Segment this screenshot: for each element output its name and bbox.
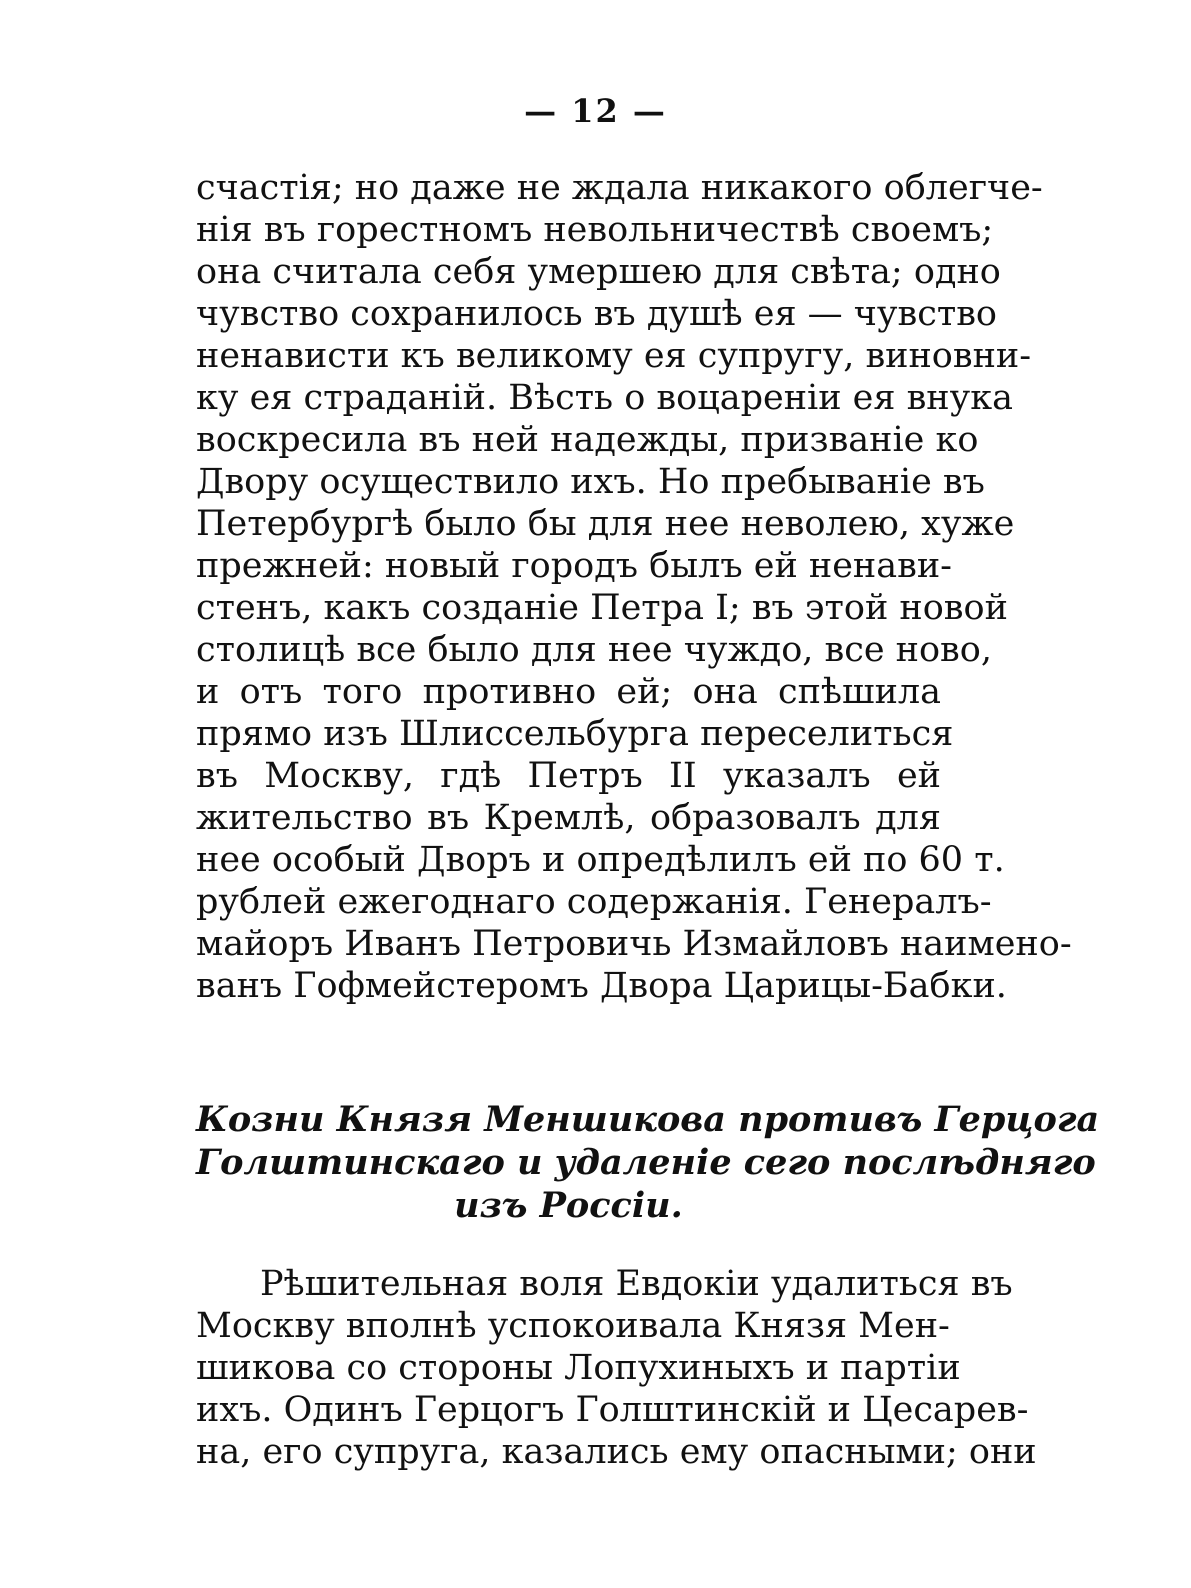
paragraph-line: столицѣ все было для нее чуждо, все ново,: [196, 630, 992, 670]
paragraph-line: жительство въ Кремлѣ, образовалъ для: [196, 798, 941, 838]
paragraph-line: ихъ. Одинъ Герцогъ Голштинскій и Цесарев-: [196, 1390, 1029, 1430]
paragraph-line: Рѣшительная воля Евдокіи удалиться въ: [260, 1264, 1013, 1304]
paragraph-line: шикова со стороны Лопухиныхъ и партіи: [196, 1348, 961, 1388]
section-heading-line: Козни Князя Меншикова противъ Герцога: [196, 1099, 1100, 1140]
paragraph-line: ванъ Гофмейстеромъ Двора Царицы-Бабки.: [196, 966, 1007, 1006]
paragraph-line: и отъ того противно ей; она спѣшила: [196, 672, 941, 712]
page-number: — 12 —: [524, 92, 667, 130]
paragraph-line: на, его супруга, казались ему опасными; они: [196, 1432, 1037, 1472]
paragraph-line: чувство сохранилось въ душѣ ея — чувство: [196, 294, 997, 334]
paragraph-line: она считала себя умершею для свѣта; одно: [196, 252, 1001, 292]
paragraph-line: Двору осуществило ихъ. Но пребываніе въ: [196, 462, 985, 502]
paragraph-line: воскресила въ ней надежды, призваніе ко: [196, 420, 979, 460]
section-heading-line: Голштинскаго и удаленіе сего послѣдняго: [196, 1142, 1096, 1183]
paragraph-line: майоръ Иванъ Петровичь Измайловъ наимено-: [196, 924, 1072, 964]
paragraph-line: нія въ горестномъ невольничествѣ своемъ;: [196, 210, 994, 250]
paragraph-line: рублей ежегоднаго содержанія. Генералъ-: [196, 882, 992, 922]
paragraph-line: прямо изъ Шлиссельбурга переселиться: [196, 714, 954, 754]
paragraph-line: нее особый Дворъ и опредѣлилъ ей по 60 т.: [196, 840, 1005, 880]
paragraph-line: Петербургѣ было бы для нее неволею, хуже: [196, 504, 1015, 544]
paragraph-line: стенъ, какъ созданіе Петра I; въ этой новой: [196, 588, 1008, 628]
paragraph-line: въ Москву, гдѣ Петръ II указалъ ей: [196, 756, 941, 796]
paragraph-line: счастія; но даже не ждала никакого облегче-: [196, 168, 1043, 208]
section-heading-line: изъ Россіи.: [454, 1185, 683, 1226]
paragraph-line: ненависти къ великому ея супругу, виновни-: [196, 336, 1032, 376]
paragraph-line: ку ея страданій. Вѣсть о воцареніи ея внука: [196, 378, 1013, 418]
paragraph-line: Москву вполнѣ успокоивала Князя Мен-: [196, 1306, 950, 1346]
paragraph-line: прежней: новый городъ былъ ей ненави-: [196, 546, 952, 586]
